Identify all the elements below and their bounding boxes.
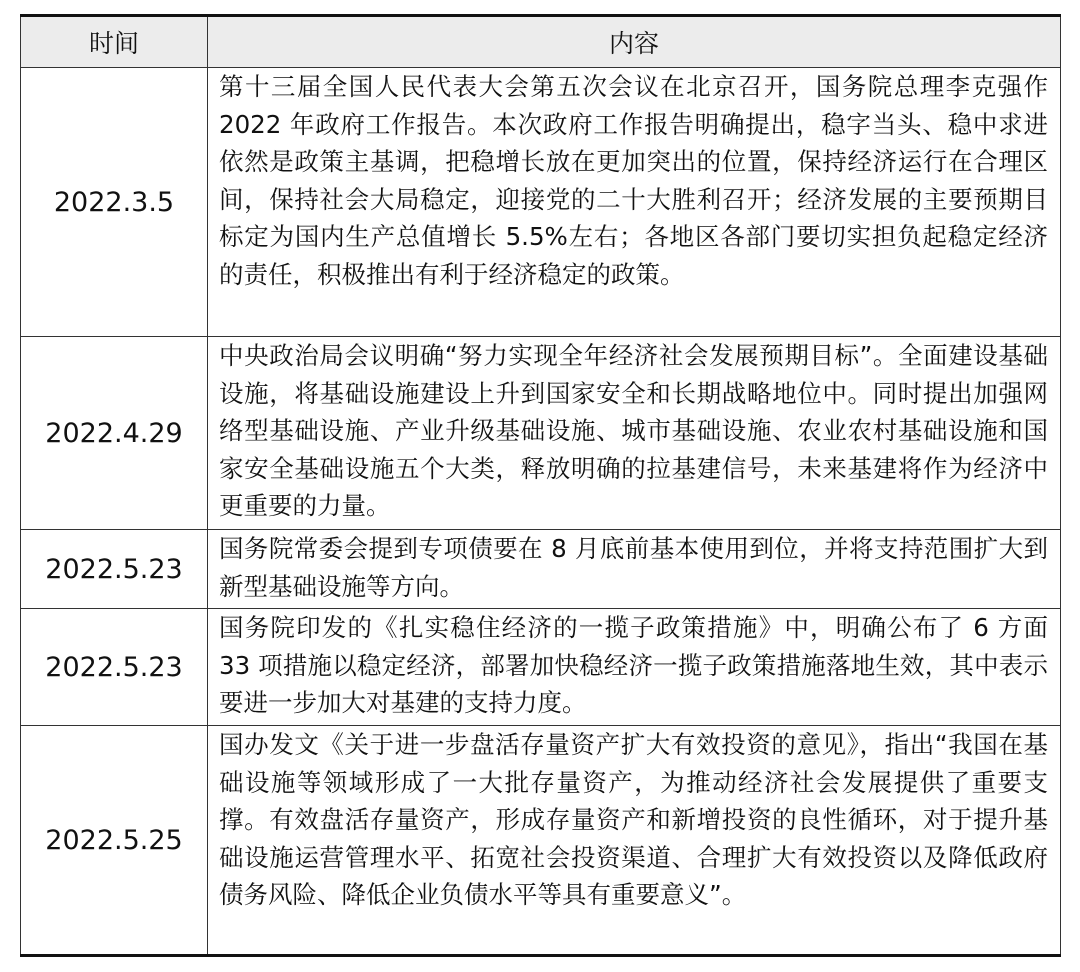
row-date: 2022.5.23 <box>21 609 208 726</box>
table-row <box>21 68 1061 337</box>
table-row <box>21 609 1061 726</box>
row-content: 中央政治局会议明确“努力实现全年经济社会发展预期目标”。全面建设基础设施，将基础设施建设上升到国家安全和长期战略地位中。同时提出加强网络型基础设施、产业升级基础设施、城市基础设施、农业农村基础设施和国家安全基础设施五个大类，释放明确的拉基建信号，未来基建将作为经济中更重要的力量。 <box>208 337 1061 530</box>
header-date: 时间 <box>21 16 208 68</box>
row-date: 2022.3.5 <box>21 68 208 337</box>
row-content: 国务院常委会提到专项债要在 8 月底前基本使用到位，并将支持范围扩大到新型基础设施等方向。 <box>208 530 1061 609</box>
row-date: 2022.4.29 <box>21 337 208 530</box>
row-content: 国办发文《关于进一步盘活存量资产扩大有效投资的意见》，指出“我国在基础设施等领域形成了一大批存量资产，为推动经济社会发展提供了重要支撑。有效盘活存量资产，形成存量资产和新增投资的良性循环，对于提升基础设施运营管理水平、拓宽社会投资渠道、合理扩大有效投资以及降低政府债务风险、降低企业负债水平等具有重要意义”。 <box>208 726 1061 956</box>
header-content: 内容 <box>208 16 1061 68</box>
row-content: 第十三届全国人民代表大会第五次会议在北京召开，国务院总理李克强作 2022 年政府工作报告。本次政府工作报告明确提出，稳字当头、稳中求进依然是政策主基调，把稳增长放在更加突出的位置，保持经济运行在合理区间，保持社会大局稳定，迎接党的二十大胜利召开；经济发展的主要预期目标定为国内生产总值增长 5.5%左右；各地区各部门要切实担负起稳定经济的责任，积极推出有利于经济稳定的政策。 <box>208 68 1061 337</box>
row-content: 国务院印发的《扎实稳住经济的一揽子政策措施》中，明确公布了 6 方面 33 项措施以稳定经济，部署加快稳经济一揽子政策措施落地生效，其中表示要进一步加大对基建的支持力度。 <box>208 609 1061 726</box>
table-row <box>21 530 1061 609</box>
policy-timeline-table <box>20 14 1061 957</box>
table-header-row <box>21 16 1061 68</box>
table-row <box>21 726 1061 956</box>
row-date: 2022.5.23 <box>21 530 208 609</box>
table-row <box>21 337 1061 530</box>
row-date: 2022.5.25 <box>21 726 208 956</box>
